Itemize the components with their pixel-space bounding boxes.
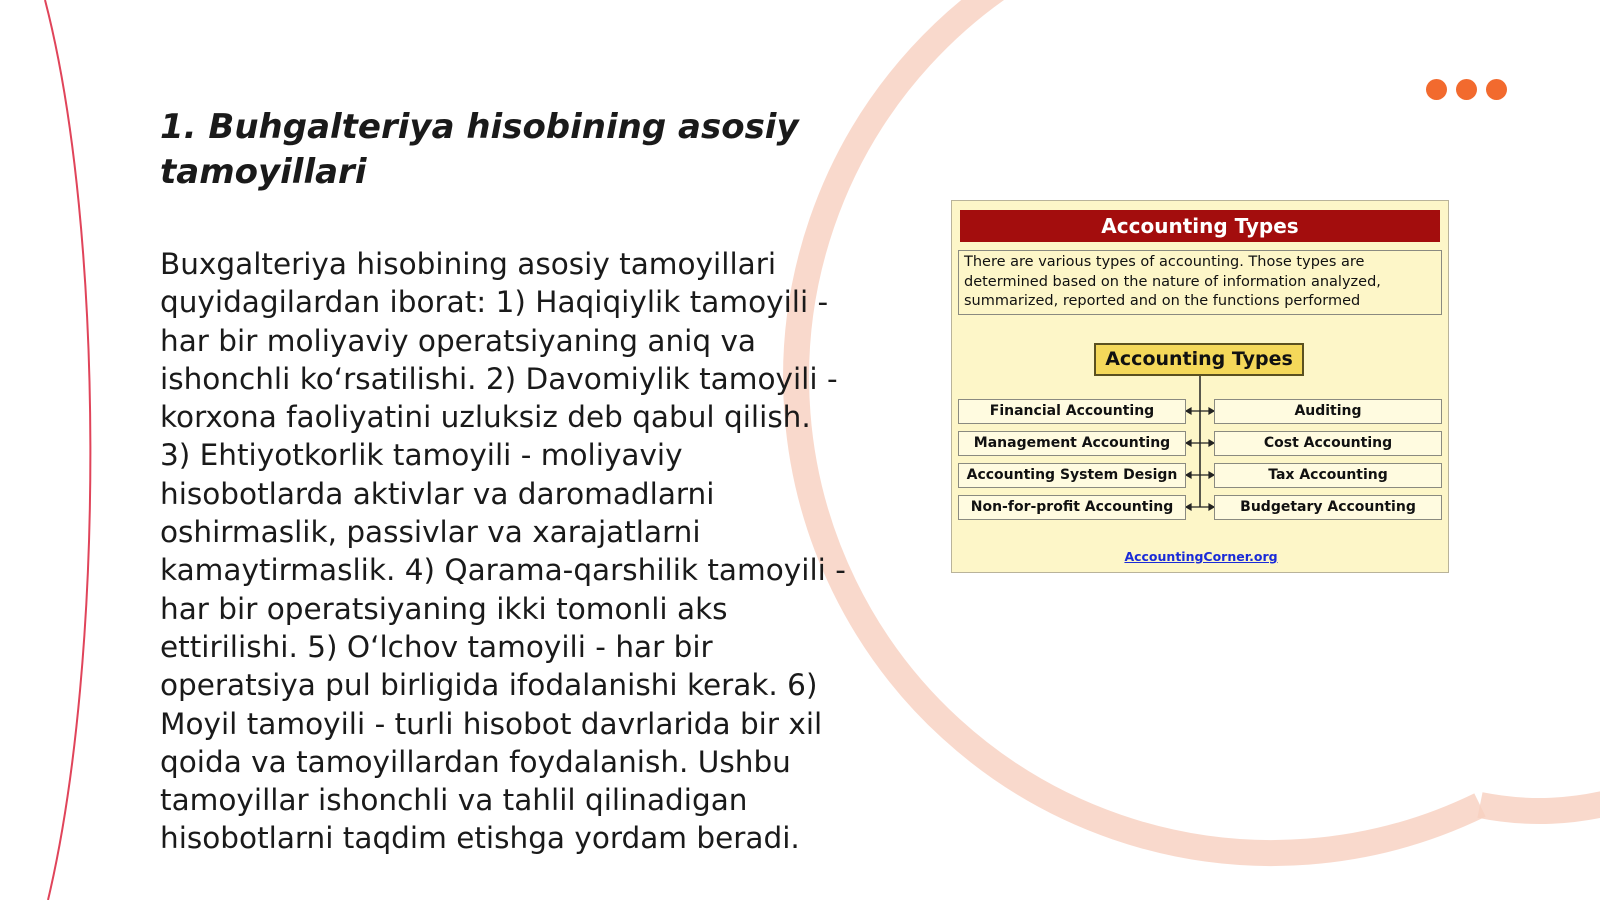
figure-center-label: Accounting Types xyxy=(1094,343,1304,376)
right-type-box: Budgetary Accounting xyxy=(1214,495,1442,520)
left-type-box: Management Accounting xyxy=(958,431,1186,456)
decorative-dots xyxy=(1426,79,1507,100)
right-type-box: Cost Accounting xyxy=(1214,431,1442,456)
figure-header: Accounting Types xyxy=(960,210,1440,242)
right-type-box: Auditing xyxy=(1214,399,1442,424)
dot xyxy=(1426,79,1447,100)
left-type-box: Non-for-profit Accounting xyxy=(958,495,1186,520)
dot xyxy=(1456,79,1477,100)
left-type-box: Accounting System Design xyxy=(958,463,1186,488)
right-type-box: Tax Accounting xyxy=(1214,463,1442,488)
figure-description: There are various types of accounting. Those types are determined based on the nature of information analyzed, summarized, reported and on the functions performed xyxy=(958,250,1442,315)
dot xyxy=(1486,79,1507,100)
left-type-box: Financial Accounting xyxy=(958,399,1186,424)
slide-title: 1. Buhgalteriya hisobining asosiy tamoyillari xyxy=(160,107,799,192)
slide-body-text: Buxgalteriya hisobining asosiy tamoyillari quyidagilardan iborat: 1) Haqiqiylik tamoyili - har bir moliyaviy operatsiyaning aniq va ishonchli ko‘rsatilishi. 2) Davomiylik tamoyili - korxona faoliyatini uzluksiz deb qabul qilish. 3) Ehtiyotkorlik tamoyili - moliyaviy hisobotlarda aktivlar va daromadlarni oshirmaslik, passivlar va xarajatlarni kamaytirmaslik. 4) Qarama-qarshilik tamoyili - har bir operatsiyaning ikki tomonli aks ettirilishi. 5) O‘lchov tamoyili - har bir operatsiya pul birligida ifodalanishi kerak. 6) Moyil tamoyili - turli hisobot davrlarida bir xil qoida va tamoyillardan foydalanish. Ushbu tamoyillar ishonchli va tahlil qilinadigan hisobotlarni taqdim etishga yordam beradi. xyxy=(160,247,846,856)
source-link[interactable]: AccountingCorner.org xyxy=(1124,549,1278,564)
accounting-types-figure xyxy=(951,200,1449,573)
